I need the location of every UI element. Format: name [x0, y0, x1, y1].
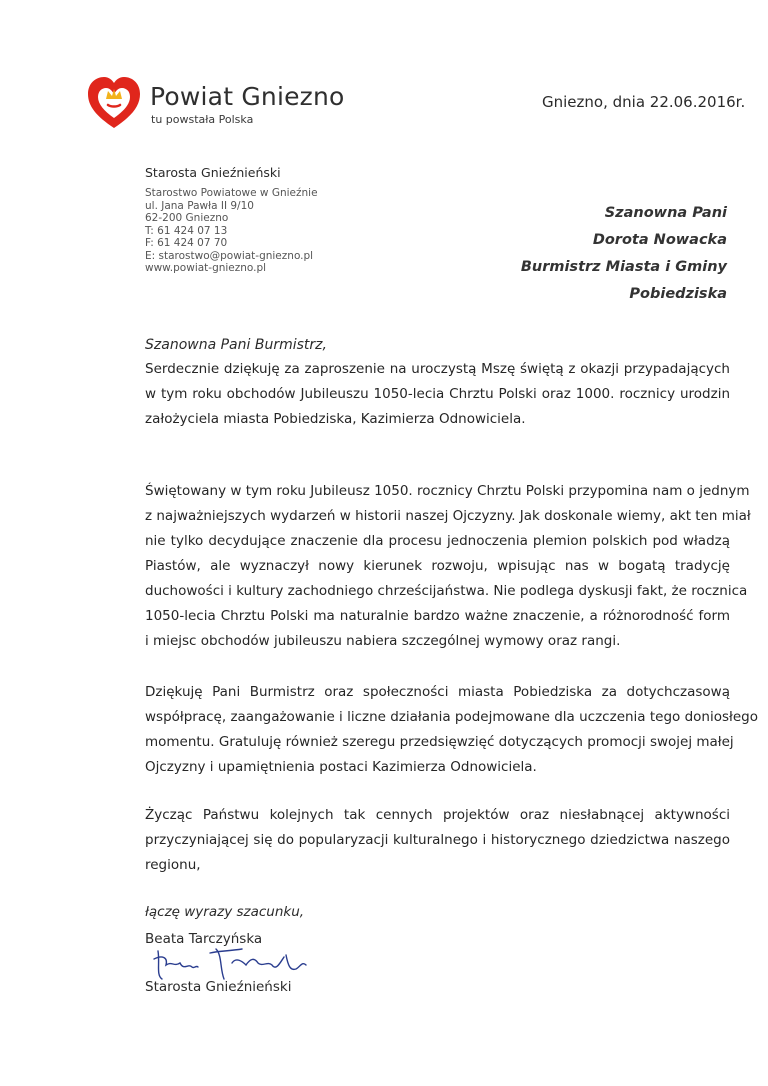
sender-address — [145, 187, 318, 275]
recipient-salutation: Szanowna Pani — [604, 205, 727, 221]
recipient-address — [521, 200, 727, 308]
text-line: Piastów, ale wyznaczył nowy kierunek rozwoju, wpisując nas w bogatą tradycję — [145, 558, 730, 574]
recipient-name: Dorota Nowacka — [592, 232, 727, 248]
recipient-position: Burmistrz Miasta i Gminy — [520, 259, 727, 275]
signer-title: Starosta Gnieźnieński — [145, 979, 292, 995]
text-line: Ojczyzny i upamiętnienia postaci Kazimierza Odnowiciela. — [145, 759, 537, 775]
text-line: z najważniejszych wydarzeń w historii naszej Ojczyzny. Jak doskonale wiemy, akt ten miał — [145, 508, 751, 524]
letter-date: Gniezno, dnia 22.06.2016r. — [542, 93, 746, 111]
text-line: 1050-lecia Chrztu Polski ma naturalnie bardzo ważne znaczenie, a różnorodność form — [145, 608, 730, 624]
sender-title: Starosta Gnieźnieński — [145, 165, 281, 180]
sender-email: E: starostwo@powiat-gniezno.pl — [145, 249, 314, 262]
text-line: Dziękuję Pani Burmistrz oraz społeczności miasta Pobiedziska za dotychczasową — [145, 684, 730, 700]
text-line: i miejsc obchodów jubileuszu nabiera szczególnej wymowy oraz rangi. — [145, 633, 621, 649]
paragraph — [145, 803, 730, 878]
text-line: nie tylko decydujące znaczenie dla procesu jednoczenia plemion polskich pod władzą — [145, 533, 730, 549]
text-line: Świętowany w tym roku Jubileusz 1050. rocznicy Chrztu Polski przypomina nam o jednym — [145, 483, 750, 499]
text-line: założyciela miasta Pobiedziska, Kazimierza Odnowiciela. — [145, 411, 526, 427]
sender-fax: F: 61 424 07 70 — [145, 237, 228, 249]
heart-crown-logo-icon — [84, 72, 144, 132]
letter-closing: łączę wyrazy szacunku, — [145, 904, 305, 920]
sender-phone: T: 61 424 07 13 — [145, 224, 228, 237]
signer-name: Beata Tarczyńska — [145, 931, 263, 947]
org-tagline: tu powstała Polska — [151, 113, 254, 126]
sender-street: ul. Jana Pawła II 9/10 — [145, 199, 254, 212]
text-line: Serdecznie dziękuję za zaproszenie na uroczystą Mszę świętą z okazji przypadających — [145, 361, 730, 377]
sender-postal-code: 62-200 Gniezno — [145, 212, 229, 224]
text-line: przyczyniającej się do popularyzacji kulturalnego i historycznego dziedzictwa naszego — [145, 832, 730, 848]
sender-website: www.powiat-gniezno.pl — [145, 262, 267, 274]
paragraph — [145, 680, 758, 780]
text-line: momentu. Gratuluję również szeregu przedsięwzięć dotyczących promocji swojej małej — [145, 734, 734, 750]
letter-greeting: Szanowna Pani Burmistrz, — [145, 337, 327, 353]
text-line: w tym roku obchodów Jubileuszu 1050-lecia Chrztu Polski oraz 1000. rocznicy urodzin — [145, 386, 730, 402]
text-line: regionu, — [145, 857, 201, 873]
recipient-town: Pobiedziska — [629, 286, 727, 302]
text-line: duchowości i kultury zachodniego chrześcijaństwa. Nie podlega dyskusji fakt, że rocznica — [145, 583, 748, 599]
text-line: współpracę, zaangażowanie i liczne działania podejmowane dla uczczenia tego doniosłego — [145, 709, 758, 725]
text-line: Życząc Państwu kolejnych tak cennych projektów oraz niesłabnącej aktywności — [145, 807, 730, 823]
sender-office: Starostwo Powiatowe w Gnieźnie — [145, 187, 318, 199]
paragraph — [145, 479, 751, 654]
paragraph — [145, 357, 730, 432]
org-name: Powiat Gniezno — [150, 82, 345, 111]
